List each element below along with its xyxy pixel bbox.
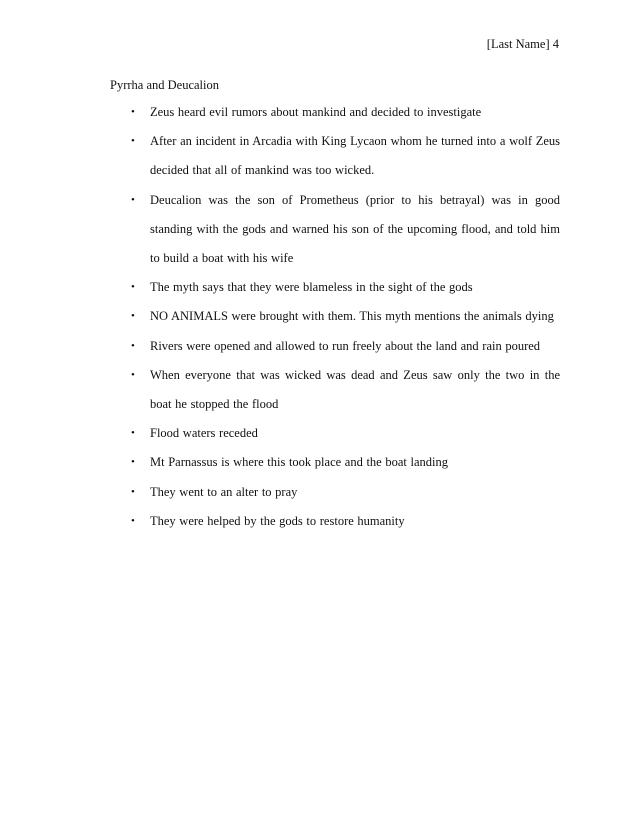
bullet-item — [0, 127, 560, 185]
bullet-item — [0, 273, 560, 302]
bullet-item — [0, 302, 560, 331]
bullet-text: After an incident in Arcadia with King Lycaon whom he turned into a wolf Zeus decided that all of mankind was too wicked. — [150, 134, 560, 178]
bullet-icon: • — [131, 514, 135, 527]
bullet-icon: • — [131, 193, 135, 206]
bullet-text: NO ANIMALS were brought with them. This myth mentions the animals dying — [150, 309, 554, 324]
bullet-icon: • — [131, 339, 135, 352]
bullet-item — [0, 507, 560, 536]
section-title: Pyrrha and Deucalion — [110, 78, 219, 92]
bullet-text: When everyone that was wicked was dead and Zeus saw only the two in the boat he stopped the flood — [150, 367, 560, 412]
bullet-text: Mt Parnassus is where this took place and the boat landing — [150, 455, 448, 470]
bullet-icon: • — [131, 456, 135, 469]
bullet-item — [0, 448, 560, 477]
bullet-text: Flood waters receded — [150, 426, 258, 441]
bullet-item — [0, 332, 560, 361]
running-head: [Last Name] 4 — [486, 37, 559, 51]
bullet-text: Zeus heard evil rumors about mankind and decided to investigate — [150, 105, 482, 119]
bullet-icon: • — [131, 106, 135, 118]
bullet-text: They were helped by the gods to restore humanity — [150, 513, 405, 528]
bullet-text: The myth says that they were blameless in the sight of the gods — [150, 280, 473, 295]
bullet-item — [0, 361, 560, 419]
bullet-item — [0, 98, 560, 127]
bullet-icon: • — [131, 368, 135, 381]
bullet-item — [0, 186, 560, 274]
bullet-icon: • — [131, 427, 135, 440]
bullet-item — [0, 478, 560, 507]
bullet-icon: • — [131, 281, 135, 294]
bullet-icon: • — [131, 135, 135, 148]
bullet-item — [0, 419, 560, 448]
bullet-text: Deucalion was the son of Prometheus (prior to his betrayal) was in good standing with the gods and warned his son of the upcoming flood, and told him to build a boat with his wife — [150, 192, 560, 266]
bullet-text: They went to an alter to pray — [150, 484, 298, 499]
bullet-text: Rivers were opened and allowed to run freely about the land and rain poured — [150, 338, 541, 353]
bullet-list — [0, 98, 638, 536]
bullet-icon: • — [131, 485, 135, 498]
bullet-icon: • — [131, 310, 135, 323]
